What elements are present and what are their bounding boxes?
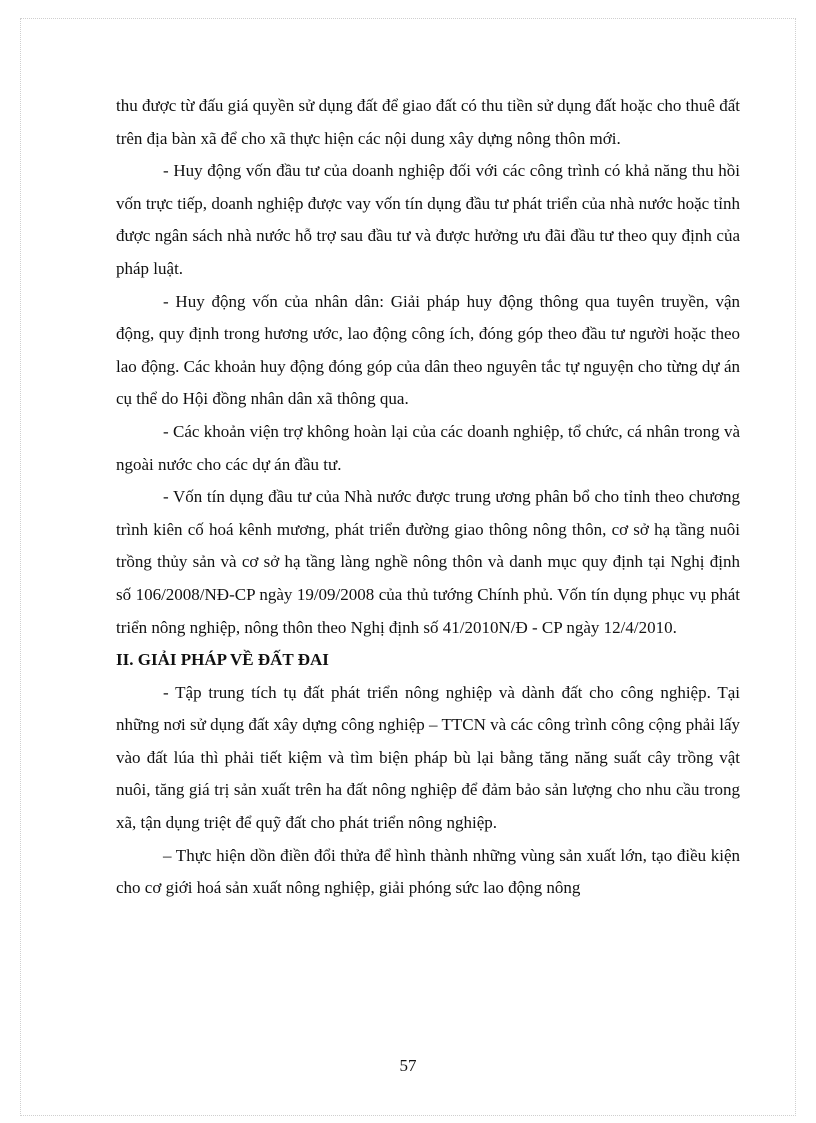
paragraph-aid: - Các khoản viện trợ không hoàn lại của các doanh nghiệp, tổ chức, cá nhân trong và ngoài nước cho các dự án đầu tư. xyxy=(116,421,740,474)
section-heading: II. GIẢI PHÁP VỀ ĐẤT ĐAI xyxy=(116,650,329,670)
document-body xyxy=(116,90,740,905)
paragraph-land-consolidation: – Thực hiện dồn điền đổi thửa để hình thành những vùng sản xuất lớn, tạo điều kiện cho cơ giới hoá sản xuất nông nghiệp, giải phóng sức lao động nông xyxy=(116,845,740,898)
paragraph-people-capital: - Huy động vốn của nhân dân: Giải pháp huy động thông qua tuyên truyền, vận động, quy định trong hương ước, lao động công ích, đóng góp theo đầu tư người hoặc theo lao động. Các khoản huy động đóng góp của dân theo nguyên tắc tự nguyện cho từng dự án cụ thể do Hội đồng nhân dân xã thông qua. xyxy=(116,291,740,409)
page-number: 57 xyxy=(399,1056,417,1075)
paragraph-enterprise-capital: - Huy động vốn đầu tư của doanh nghiệp đối với các công trình có khả năng thu hồi vốn trực tiếp, doanh nghiệp được vay vốn tín dụng đầu tư phát triển của nhà nước hoặc tỉnh được ngân sách nhà nước hỗ trợ sau đầu tư và được hưởng ưu đãi đầu tư theo quy định của pháp luật. xyxy=(116,161,740,278)
paragraph-state-credit: - Vốn tín dụng đầu tư của Nhà nước được trung ương phân bổ cho tỉnh theo chương trình kiên cố hoá kênh mương, phát triển đường giao thông nông thôn, cơ sở hạ tầng nuôi trồng thủy sản và cơ sở hạ tầng làng nghề nông thôn và danh mục quy định tại Nghị định số 106/2008/NĐ-CP ngày 19/09/2008 của thủ tướng Chính phủ. Vốn tín dụng phục vụ phát triển nông nghiệp, nông thôn theo Nghị định số 41/2010N/Đ - CP ngày 12/4/2010. xyxy=(116,487,740,637)
paragraph-continuation: thu được từ đấu giá quyền sử dụng đất để giao đất có thu tiền sử dụng đất hoặc cho thuê đất trên địa bàn xã để cho xã thực hiện các nội dung xây dựng nông thôn mới. xyxy=(116,96,740,148)
paragraph-land-accumulation: - Tập trung tích tụ đất phát triển nông nghiệp và dành đất cho công nghiệp. Tại những nơi sử dụng đất xây dựng công nghiệp – TTCN và các công trình công cộng phải lấy vào đất lúa thì phải tiết kiệm và tìm biện pháp bù lại bằng tăng năng suất cây trồng vật nuôi, tăng giá trị sản xuất trên ha đất nông nghiệp để đảm bảo sản lượng cho nhu cầu trong xã, tận dụng triệt để quỹ đất cho phát triển nông nghiệp. xyxy=(116,682,740,833)
